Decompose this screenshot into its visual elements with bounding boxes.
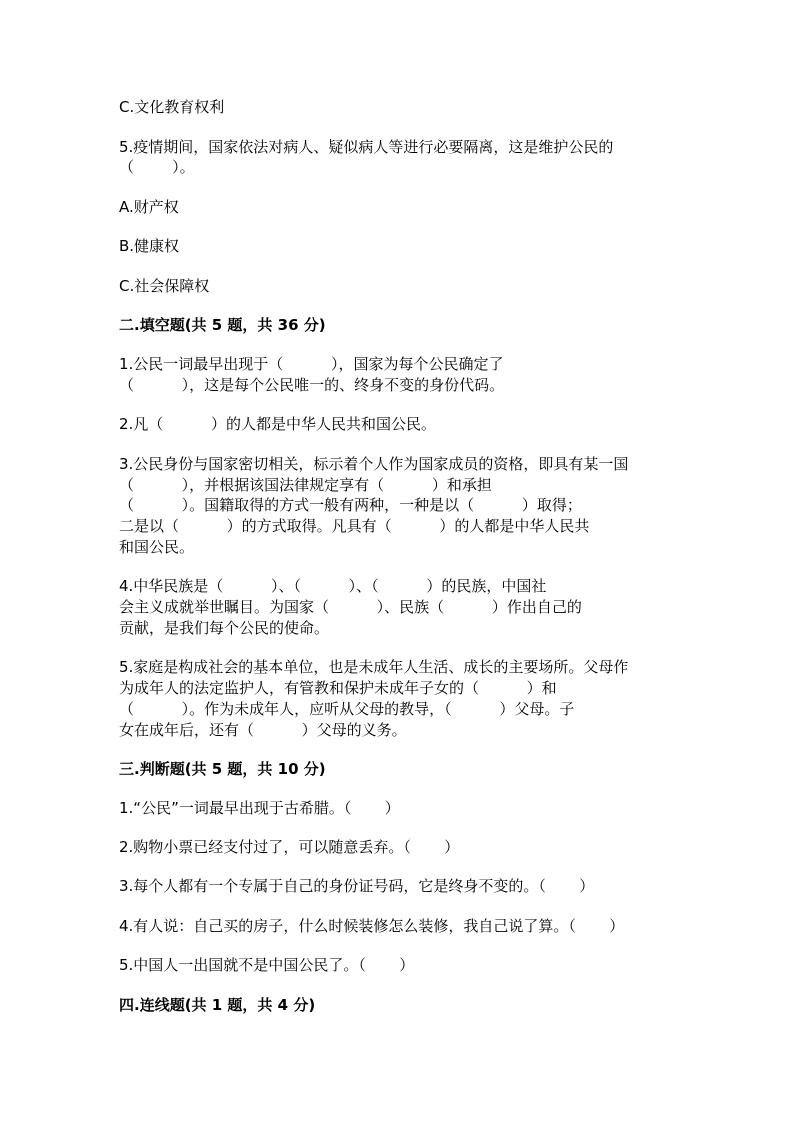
- fill-question-4-cont-2: 贡献，是我们每个公民的使命。: [119, 619, 330, 637]
- fill-question-5-cont-2: （ ）。作为未成年人，应听从父母的教导，（ ）父母。子: [119, 700, 575, 718]
- option-c-culture-education-rights: C.文化教育权利: [119, 98, 225, 116]
- judge-question-5: 5.中国人一出国就不是中国公民了。（ ）: [119, 956, 415, 974]
- section-heading-matching: 四.连线题(共 1 题，共 4 分): [119, 996, 316, 1014]
- option-c-social-security-rights: C.社会保障权: [119, 277, 210, 295]
- option-b-health-rights: B.健康权: [119, 237, 180, 255]
- fill-question-5-cont-3: 女在成年后，还有（ ）父母的义务。: [119, 721, 407, 739]
- fill-question-5-cont-1: 为成年人的法定监护人，有管教和保护未成年子女的（ ）和: [119, 679, 557, 697]
- judge-question-4: 4.有人说：自己买的房子，什么时候装修怎么装修，我自己说了算。（ ）: [119, 917, 625, 935]
- question-5-stem-cont: （ ）。: [119, 158, 195, 176]
- fill-question-2: 2.凡（ ）的人都是中华人民共和国公民。: [119, 415, 436, 433]
- fill-question-3-cont-4: 和国公民。: [119, 538, 195, 556]
- fill-question-4-cont-1: 会主义成就举世瞩目。为国家（ ）、民族（ ）作出自己的: [119, 598, 582, 616]
- judge-question-2: 2.购物小票已经支付过了，可以随意丢弃。（ ）: [119, 838, 460, 856]
- fill-question-3-cont-1: （ ），并根据该国法律规定享有（ ）和承担: [119, 476, 492, 494]
- fill-question-3: 3.公民身份与国家密切相关，标示着个人作为国家成员的资格，即具有某一国: [119, 455, 629, 473]
- fill-question-3-cont-2: （ ）。国籍取得的方式一般有两种，一种是以（ ）取得；: [119, 496, 582, 514]
- section-heading-fill-in-blank: 二.填空题(共 5 题，共 36 分): [119, 316, 326, 334]
- fill-question-3-cont-3: 二是以（ ）的方式取得。凡具有（ ）的人都是中华人民共: [119, 517, 590, 535]
- fill-question-5: 5.家庭是构成社会的基本单位，也是未成年人生活、成长的主要场所。父母作: [119, 658, 629, 676]
- question-5-stem: 5.疫情期间，国家依法对病人、疑似病人等进行必要隔离，这是维护公民的: [119, 138, 614, 156]
- section-heading-true-false: 三.判断题(共 5 题，共 10 分): [119, 760, 326, 778]
- option-a-property-rights: A.财产权: [119, 198, 179, 216]
- judge-question-3: 3.每个人都有一个专属于自己的身份证号码，它是终身不变的。（ ）: [119, 877, 595, 895]
- fill-question-1: 1.公民一词最早出现于（ ），国家为每个公民确定了: [119, 355, 504, 373]
- fill-question-4: 4.中华民族是（ ）、（ ）、（ ）的民族，中国社: [119, 577, 547, 595]
- fill-question-1-cont: （ ），这是每个公民唯一的、终身不变的身份代码。: [119, 376, 505, 394]
- judge-question-1: 1.“公民”一词最早出现于古希腊。（ ）: [119, 799, 400, 817]
